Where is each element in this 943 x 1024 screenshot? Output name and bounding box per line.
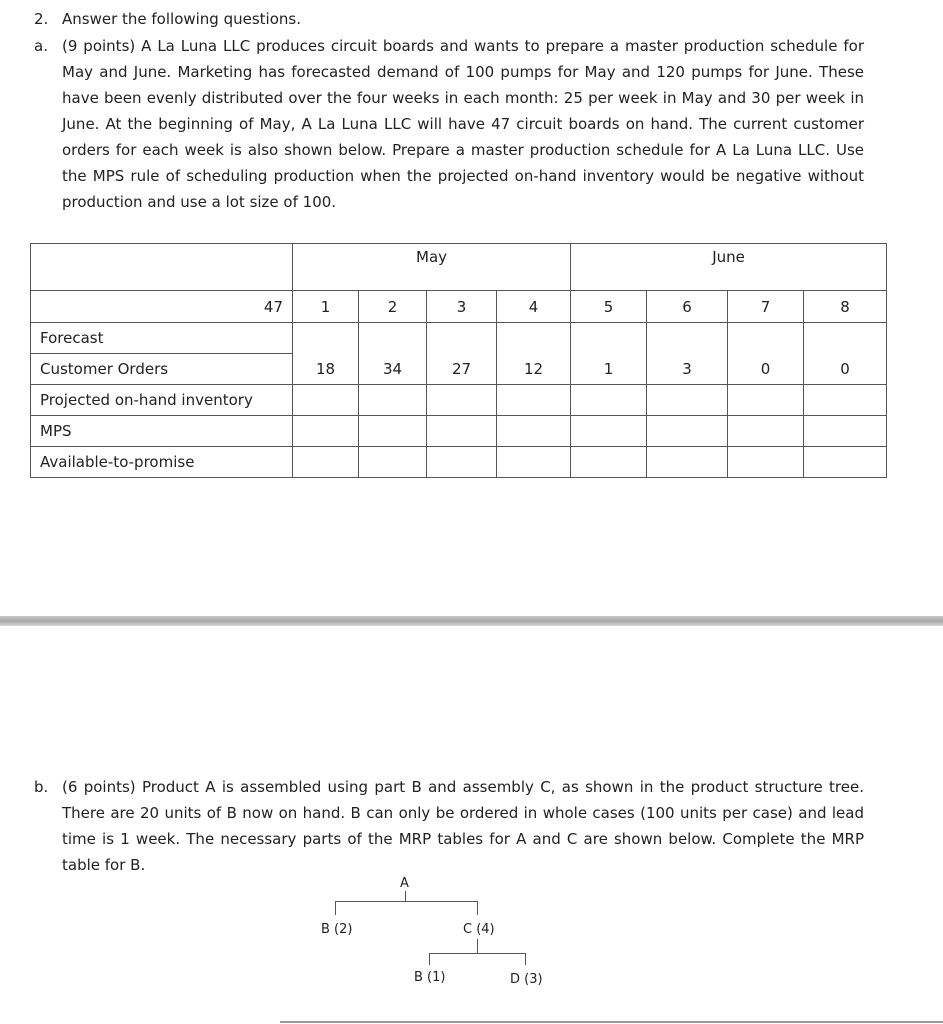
month-may: May <box>293 244 571 291</box>
customer-orders-cell: 3 <box>647 354 728 385</box>
row-label-mps: MPS <box>31 416 293 447</box>
atp-cell[interactable] <box>647 447 728 478</box>
tree-connector <box>525 953 526 965</box>
atp-cell[interactable] <box>571 447 647 478</box>
projected-on-hand-cell[interactable] <box>728 385 804 416</box>
tree-node-b2: B (2) <box>321 922 353 937</box>
atp-cell[interactable] <box>804 447 887 478</box>
question-heading <box>34 10 301 28</box>
tree-connector <box>429 953 526 954</box>
forecast-cell <box>293 323 359 354</box>
tree-connector <box>429 953 430 965</box>
customer-orders-cell: 0 <box>804 354 887 385</box>
bottom-rule <box>280 1021 943 1023</box>
product-structure-tree <box>0 876 943 1006</box>
projected-on-hand-cell[interactable] <box>427 385 497 416</box>
week-cell: 6 <box>647 291 728 323</box>
mps-cell[interactable] <box>497 416 571 447</box>
part-a-label: a. <box>34 37 48 55</box>
part-b-label: b. <box>34 778 49 796</box>
tree-connector <box>477 901 478 915</box>
available-to-promise-row <box>31 447 887 478</box>
projected-on-hand-cell[interactable] <box>804 385 887 416</box>
tree-connector <box>335 901 336 915</box>
mps-row <box>31 416 887 447</box>
mps-cell[interactable] <box>728 416 804 447</box>
month-header-row <box>31 244 887 291</box>
part-b <box>34 774 864 878</box>
atp-cell[interactable] <box>728 447 804 478</box>
customer-orders-cell: 18 <box>293 354 359 385</box>
mps-cell[interactable] <box>804 416 887 447</box>
mps-table <box>30 243 887 478</box>
tree-node-a: A <box>400 876 409 891</box>
forecast-row <box>31 323 887 354</box>
forecast-cell <box>497 323 571 354</box>
tree-connector <box>477 939 478 953</box>
forecast-cell <box>804 323 887 354</box>
customer-orders-cell: 12 <box>497 354 571 385</box>
week-cell: 4 <box>497 291 571 323</box>
forecast-cell <box>359 323 427 354</box>
projected-on-hand-cell[interactable] <box>293 385 359 416</box>
mps-cell[interactable] <box>359 416 427 447</box>
atp-cell[interactable] <box>359 447 427 478</box>
forecast-cell <box>427 323 497 354</box>
tree-connector <box>335 901 478 902</box>
row-label-projected-on-hand: Projected on-hand inventory <box>31 385 293 416</box>
mps-cell[interactable] <box>427 416 497 447</box>
page-divider <box>0 616 943 626</box>
projected-on-hand-cell[interactable] <box>647 385 728 416</box>
atp-cell[interactable] <box>427 447 497 478</box>
mps-cell[interactable] <box>647 416 728 447</box>
projected-on-hand-cell[interactable] <box>497 385 571 416</box>
row-label-customer-orders: Customer Orders <box>31 354 293 385</box>
part-a <box>34 33 864 215</box>
customer-orders-cell: 0 <box>728 354 804 385</box>
customer-orders-cell: 34 <box>359 354 427 385</box>
projected-on-hand-cell[interactable] <box>359 385 427 416</box>
customer-orders-cell: 27 <box>427 354 497 385</box>
part-a-text: (9 points) A La Luna LLC produces circuit boards and wants to prepare a master production schedule for May and June. Marketing has forecasted demand of 100 pumps for May and 120 pumps for June. These have been evenly distributed over the four weeks in each month: 25 per week in May and 30 per week in June. At the beginning of May, A La Luna LLC will have 47 circuit boards on hand. The current customer orders for each week is also shown below. Prepare a master production schedule for A La Luna LLC. Use the MPS rule of scheduling production when the projected on-hand inventory would be negative without production and use a lot size of 100. <box>62 37 864 211</box>
tree-node-c4: C (4) <box>463 922 495 937</box>
row-label-available-to-promise: Available-to-promise <box>31 447 293 478</box>
week-cell: 8 <box>804 291 887 323</box>
tree-node-d3: D (3) <box>510 972 543 987</box>
atp-cell[interactable] <box>497 447 571 478</box>
on-hand-cell: 47 <box>31 291 293 323</box>
part-b-text: (6 points) Product A is assembled using part B and assembly C, as shown in the product structure tree. There are 20 units of B now on hand. B can only be ordered in whole cases (100 units per case) and lead time is 1 week. The necessary parts of the MRP tables for A and C are shown below. Complete the MRP table for B. <box>62 778 864 874</box>
tree-connector <box>405 891 406 901</box>
week-row <box>31 291 887 323</box>
mps-cell[interactable] <box>293 416 359 447</box>
forecast-cell <box>647 323 728 354</box>
projected-on-hand-cell[interactable] <box>571 385 647 416</box>
week-cell: 7 <box>728 291 804 323</box>
customer-orders-cell: 1 <box>571 354 647 385</box>
atp-cell[interactable] <box>293 447 359 478</box>
week-cell: 2 <box>359 291 427 323</box>
tree-node-b1: B (1) <box>414 970 446 985</box>
week-cell: 1 <box>293 291 359 323</box>
month-header-blank <box>31 244 293 291</box>
question-number: 2. <box>34 10 49 28</box>
week-cell: 3 <box>427 291 497 323</box>
forecast-cell <box>571 323 647 354</box>
question-heading-text: Answer the following questions. <box>62 10 301 28</box>
projected-on-hand-row <box>31 385 887 416</box>
mps-cell[interactable] <box>571 416 647 447</box>
customer-orders-row <box>31 354 887 385</box>
forecast-cell <box>728 323 804 354</box>
row-label-forecast: Forecast <box>31 323 293 354</box>
month-june: June <box>571 244 887 291</box>
week-cell: 5 <box>571 291 647 323</box>
